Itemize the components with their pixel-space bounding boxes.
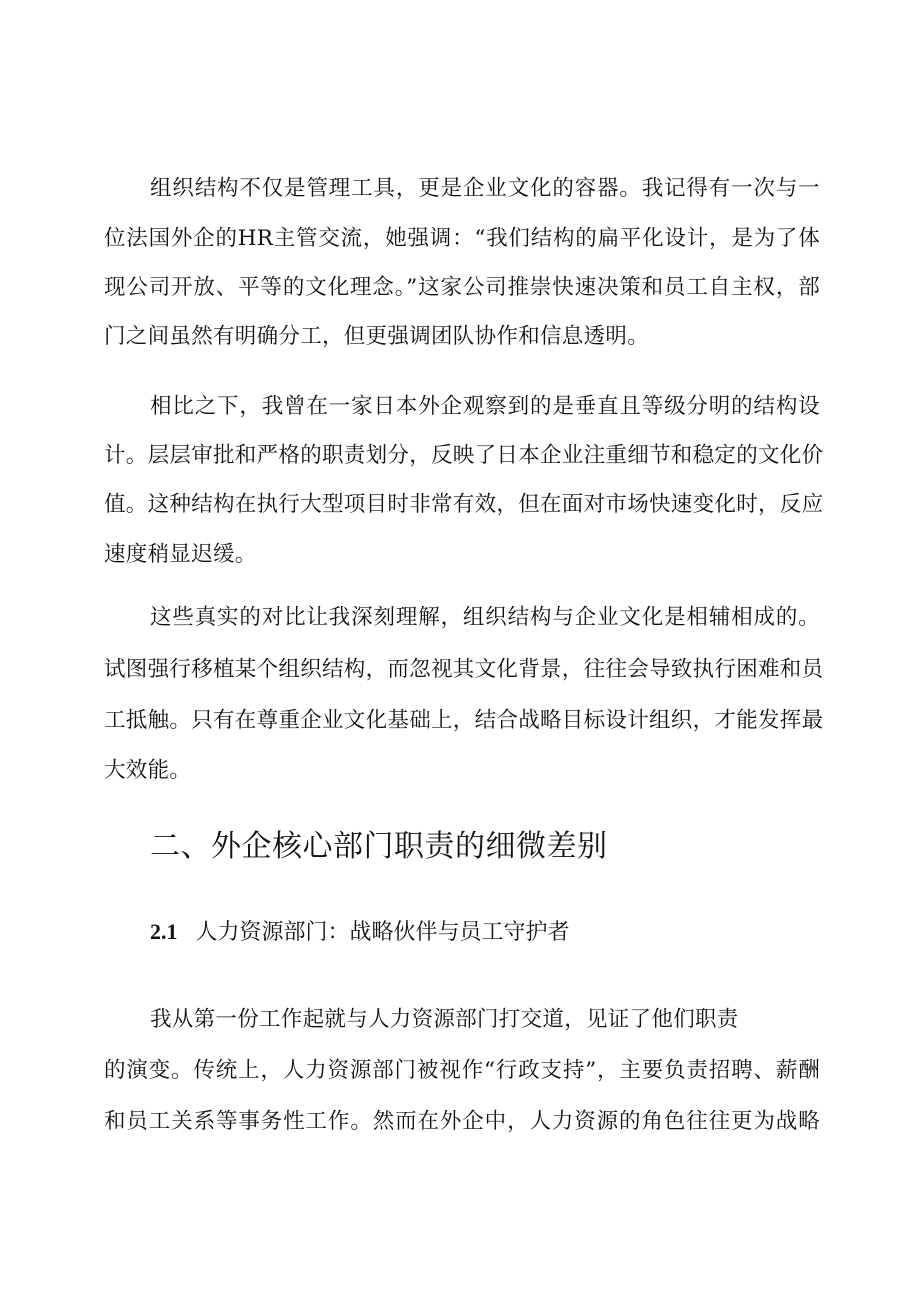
paragraph-line: 相比之下，我曾在一家日本外企观察到的是垂直且等级分明的结构设 bbox=[150, 394, 820, 419]
subsection-heading bbox=[150, 915, 570, 950]
paragraph-line: 这些真实的对比让我深刻理解，组织结构与企业文化是相辅相成的。 bbox=[150, 605, 820, 630]
paragraph-line: 我从第一份工作起就与人力资源部门打交道，见证了他们职责 bbox=[150, 1007, 739, 1032]
paragraph-line: 门之间虽然有明确分工，但更强调团队协作和信息透明。 bbox=[104, 324, 650, 349]
paragraph-line: 值。这种结构在执行大型项目时非常有效，但在面对市场快速变化时，反应 bbox=[104, 492, 824, 517]
paragraph-line: 组织结构不仅是管理工具，更是企业文化的容器。我记得有一次与一 bbox=[150, 176, 820, 201]
paragraph-line: 位法国外企的HR主管交流，她强调：“我们结构的扁平化设计，是为了体 bbox=[104, 226, 820, 251]
subsection-title: 人力资源部门：战略伙伴与员工守护者 bbox=[195, 920, 570, 945]
paragraph-line: 的演变。传统上，人力资源部门被视作“行政支持”，主要负责招聘、薪酬 bbox=[104, 1058, 820, 1083]
paragraph-line: 计。层层审批和严格的职责划分，反映了日本企业注重细节和稳定的文化价 bbox=[104, 443, 824, 468]
paragraph-line: 工抵触。只有在尊重企业文化基础上，结合战略目标设计组织，才能发挥最 bbox=[104, 708, 824, 733]
paragraph-line: 大效能。 bbox=[104, 758, 192, 783]
paragraph-line: 试图强行移植某个组织结构，而忽视其文化背景，往往会导致执行困难和员 bbox=[104, 657, 824, 682]
paragraph-line: 速度稍显迟缓。 bbox=[104, 542, 257, 567]
section-heading: 二、外企核心部门职责的细微差别 bbox=[150, 829, 608, 864]
paragraph-line: 现公司开放、平等的文化理念。”这家公司推崇快速决策和员工自主权，部 bbox=[104, 275, 820, 300]
paragraph-line: 和员工关系等事务性工作。然而在外企中，人力资源的角色往往更为战略 bbox=[104, 1109, 820, 1134]
subsection-number: 2.1 bbox=[150, 919, 178, 944]
